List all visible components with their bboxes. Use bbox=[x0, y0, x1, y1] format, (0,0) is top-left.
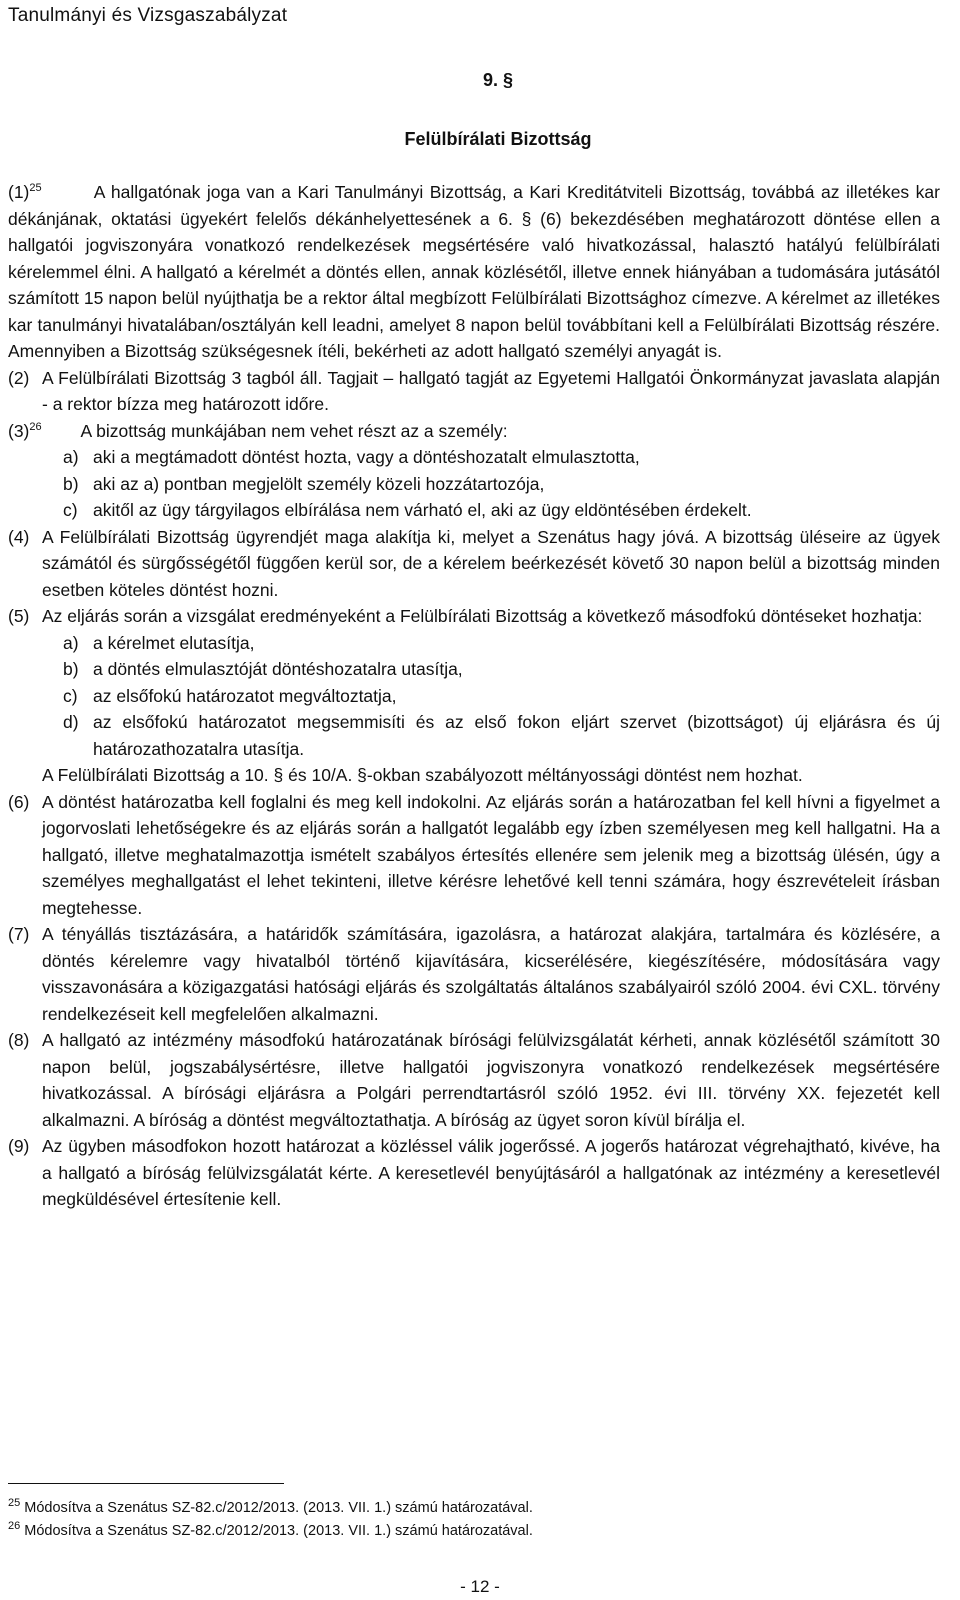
paragraph-text: A Felülbírálati Bizottság 3 tagból áll. Tagjait – hallgató tagját az Egyetemi Hallgatói Önkormányzat javaslata alapján - a rektor bízza meg határozott időre. bbox=[42, 367, 940, 414]
paragraph-9 bbox=[8, 1133, 940, 1213]
list-item-label: a) bbox=[63, 632, 79, 653]
page-number: - 12 - bbox=[460, 1577, 500, 1596]
list-item-label: b) bbox=[63, 659, 79, 679]
paragraph-6 bbox=[8, 789, 940, 922]
paragraph-1 bbox=[8, 179, 940, 365]
paragraph-label: (2) bbox=[8, 367, 30, 388]
footnotes bbox=[8, 1497, 533, 1543]
list-item-text: a kérelmet elutasítja, bbox=[93, 632, 255, 653]
paragraph-label: (6) bbox=[8, 791, 30, 812]
paragraph-text: A Felülbírálati Bizottság ügyrendjét maga alakítja ki, melyet a Szenátus hagy jóvá. A bizottság üléseire az ügyek számától és sürgősségétől függően kerül sor, de a kérelem beérkezését követő 30 napon belül a bizottság minden esetben köteles döntést hozni. bbox=[42, 526, 940, 600]
paragraph-note: A Felülbírálati Bizottság a 10. § és 10/A. §-okban szabályozott méltányossági döntést nem hozhat. bbox=[42, 765, 803, 785]
footnote-divider bbox=[8, 1483, 284, 1484]
paragraph-7 bbox=[8, 921, 940, 1027]
list-item bbox=[63, 497, 940, 524]
paragraph-2 bbox=[8, 365, 940, 418]
paragraph-label: (3) bbox=[8, 420, 30, 441]
paragraph-3 bbox=[8, 418, 940, 524]
document-body bbox=[8, 179, 940, 1213]
list-item bbox=[63, 471, 940, 498]
list-item-text: a döntés elmulasztóját döntéshozatalra utasítja, bbox=[93, 659, 463, 679]
paragraph-8 bbox=[8, 1027, 940, 1133]
list-item-label: d) bbox=[63, 712, 79, 732]
list-item-label: c) bbox=[63, 685, 78, 706]
list-item bbox=[63, 709, 940, 762]
paragraph-label: (5) bbox=[8, 606, 30, 626]
document-header-title: Tanulmányi és Vizsgaszabályzat bbox=[8, 5, 288, 26]
footnote-ref: 25 bbox=[29, 182, 42, 195]
list-item-text: az elsőfokú határozatot megsemmisíti és az első fokon eljárt szervet (bizottságot) új eljárásra és új határozathozatalra utasítja. bbox=[93, 712, 940, 759]
list-item-label: a) bbox=[63, 447, 79, 467]
paragraph-text: A hallgató az intézmény másodfokú határozatának bírósági felülvizsgálatát kérheti, annak közlésétől számított 30 napon belül, jogszabálysértésre, illetve hallgatói jogviszonyra vonatkozó rendelkezések megsértésére hivatkozással. A bírósági eljárásra a Polgári perrendtartásról szóló 1952. évi III. törvény XX. fejezetét kell alkalmazni. A bíróság a döntést megváltoztathatja. A bíróság az ügyet soron kívül bírálja el. bbox=[42, 1030, 940, 1130]
footnote-item bbox=[8, 1497, 533, 1520]
paragraph-label: (1) bbox=[8, 182, 30, 202]
footnote-text: Módosítva a Szenátus SZ-82.c/2012/2013. (2013. VII. 1.) számú határozatával. bbox=[24, 1500, 533, 1516]
list-item bbox=[63, 630, 940, 657]
list-item bbox=[63, 683, 940, 710]
footnote-number: 25 bbox=[8, 1497, 21, 1510]
footnote-text: Módosítva a Szenátus SZ-82.c/2012/2013. (2013. VII. 1.) számú határozatával. bbox=[24, 1523, 533, 1539]
list-item-text: aki az a) pontban megjelölt személy közeli hozzátartozója, bbox=[93, 473, 545, 494]
paragraph-text: A bizottság munkájában nem vehet részt az a személy: bbox=[80, 420, 508, 441]
paragraph-label: (8) bbox=[8, 1030, 30, 1050]
paragraph-label: (9) bbox=[8, 1136, 30, 1156]
list-item-label: c) bbox=[63, 500, 78, 520]
paragraph-text: Az eljárás során a vizsgálat eredményeként a Felülbírálati Bizottság a következő másodfokú döntéseket hozhatja: bbox=[42, 606, 923, 626]
footnote-number: 26 bbox=[8, 1520, 21, 1533]
footnote-ref: 26 bbox=[29, 420, 42, 433]
paragraph-text: A tényállás tisztázására, a határidők számítására, igazolásra, a határozat alakjára, tartalmára és közlésére, a döntés kérelemre vagy hivatalból történő kijavítására, kicserélésére, kiegészítésére, módosítására vagy visszavonására a közigazgatási hatósági eljárás és szolgáltatás általános szabályairól szóló 2004. évi CXL. törvény rendelkezéseit kell megfelelően alkalmazni. bbox=[42, 924, 940, 1024]
paragraph-label: (7) bbox=[8, 924, 30, 944]
list-item bbox=[63, 444, 940, 471]
list-item-label: b) bbox=[63, 473, 79, 494]
list-item-text: akitől az ügy tárgyilagos elbírálása nem várható el, aki az ügy eldöntésében érdekelt. bbox=[93, 500, 752, 520]
list-item-text: az elsőfokú határozatot megváltoztatja, bbox=[93, 685, 397, 706]
paragraph-5 bbox=[8, 603, 940, 789]
paragraph-text: A döntést határozatba kell foglalni és meg kell indokolni. Az eljárás során a határozatban fel kell hívni a figyelmet a jogorvoslati lehetőségekre és az eljárás során a hallgatót legalább egy ízben személyesen meg kell hallgatni. Ha a hallgató, illetve meghatalmazottja ismételt szabályos értesítés ellenére sem jelenik meg a bizottság ülésén, úgy a személyes meghallgatást el lehet tekinteni, illetve kérésre lehetővé kell tenni számára, hogy észrevételeit írásban megtehesse. bbox=[42, 791, 940, 918]
section-title: Felülbírálati Bizottság bbox=[404, 129, 592, 149]
paragraph-text: A hallgatónak joga van a Kari Tanulmányi Bizottság, a Kari Kreditátviteli Bizottság, továbbá az illetékes kar dékánjának, oktatási ügyekért felelős dékánhelyettesének a 6. § (6) bekezdésében meghatározott döntése ellen a hallgatói jogviszonyára vonatkozó rendelkezések megsértésére való hivatkozással, halasztó hatályú felülbírálati kérelemmel élni. A hallgató a kérelmét a döntés ellen, annak közlésétől, illetve ennek hiányában a tudomására jutásától számított 15 napon belül nyújthatja be a rektor által megbízott Felülbírálati Bizottsághoz címezve. A kérelmet az illetékes kar tanulmányi hivatalában/osztályán kell leadni, amelyet 8 napon belül továbbítani kell a Felülbírálati Bizottság részére. Amennyiben a Bizottság szükségesnek ítéli, bekérheti az adott hallgató személyi anyagát is. bbox=[8, 182, 940, 361]
list-item-text: aki a megtámadott döntést hozta, vagy a döntéshozatalt elmulasztotta, bbox=[93, 447, 640, 467]
paragraph-label: (4) bbox=[8, 526, 30, 547]
paragraph-4 bbox=[8, 524, 940, 604]
section-number: 9. § bbox=[482, 70, 514, 90]
paragraph-text: Az ügyben másodfokon hozott határozat a közléssel válik jogerőssé. A jogerős határozat végrehajtható, kivéve, ha a hallgató a bíróság felülvizsgálatát kérte. A keresetlevél benyújtásáról a hallgatónak az intézmény a keresetlevél megküldésével értesítenie kell. bbox=[42, 1136, 940, 1209]
list-item bbox=[63, 656, 940, 683]
footnote-item bbox=[8, 1520, 533, 1543]
